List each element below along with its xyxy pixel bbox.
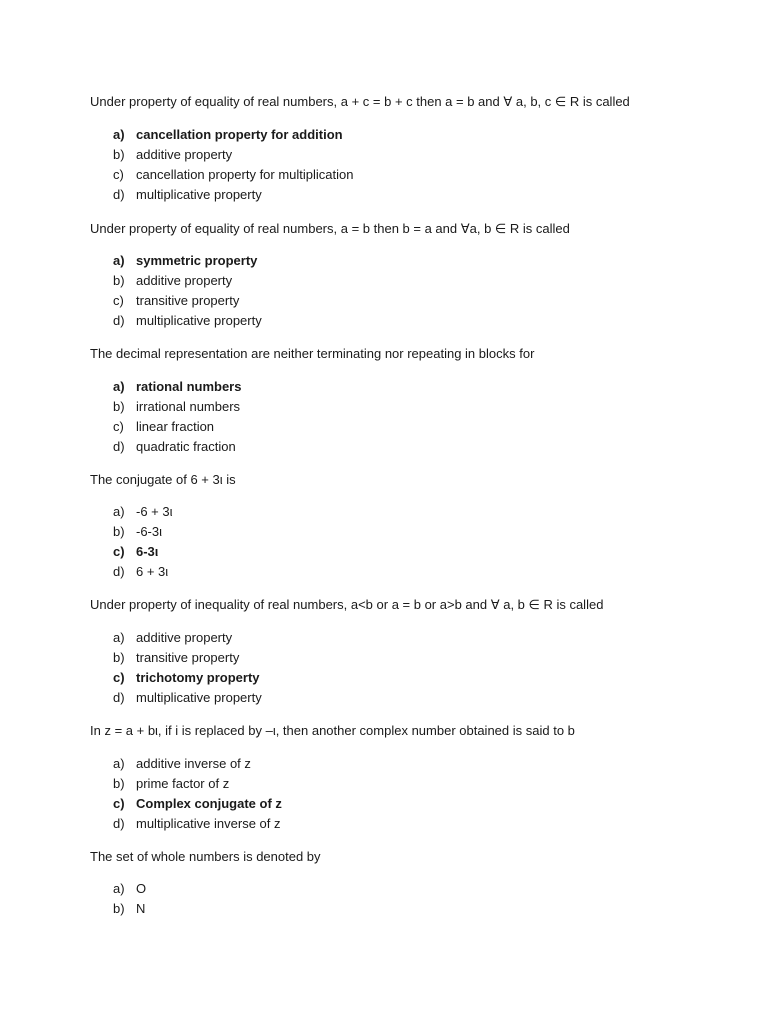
option-letter: a) [113, 253, 125, 268]
answer-option [113, 881, 146, 897]
question-text: Under property of equality of real numbers, a + c = b + c then a = b and ∀ a, b, c ∈ R is called [90, 94, 630, 109]
option-text: additive inverse of z [136, 756, 251, 771]
answer-option [113, 187, 262, 203]
option-letter: a) [113, 127, 125, 142]
option-letter: a) [113, 504, 125, 519]
option-letter: b) [113, 524, 125, 539]
question-text: The conjugate of 6 + 3ι is [90, 472, 236, 487]
answer-option [113, 399, 240, 415]
option-text: trichotomy property [136, 670, 260, 685]
answer-option [113, 670, 260, 686]
option-letter: d) [113, 439, 125, 454]
option-text: irrational numbers [136, 399, 241, 414]
answer-option [113, 504, 173, 520]
option-text: 6-3ι [136, 544, 159, 559]
option-letter: c) [113, 670, 125, 685]
question-text: Under property of inequality of real numbers, a<b or a = b or a>b and ∀ a, b ∈ R is called [90, 597, 604, 612]
option-letter: b) [113, 399, 125, 414]
option-text: symmetric property [136, 253, 258, 268]
option-text: transitive property [136, 650, 240, 665]
option-text: O [136, 881, 147, 896]
option-letter: d) [113, 187, 125, 202]
question-text: The decimal representation are neither terminating nor repeating in blocks for [90, 346, 535, 361]
option-letter: d) [113, 564, 125, 579]
answer-option [113, 650, 239, 666]
option-text: rational numbers [136, 379, 242, 394]
option-letter: c) [113, 293, 124, 308]
answer-option [113, 147, 232, 163]
answer-option [113, 901, 145, 917]
answer-option [113, 273, 232, 289]
option-text: additive property [136, 273, 233, 288]
option-letter: c) [113, 796, 125, 811]
option-letter: b) [113, 776, 125, 791]
option-letter: b) [113, 147, 125, 162]
option-text: cancellation property for addition [136, 127, 343, 142]
option-letter: a) [113, 379, 125, 394]
answer-option [113, 796, 282, 812]
answer-option [113, 419, 214, 435]
answer-option [113, 439, 236, 455]
option-text: multiplicative property [136, 187, 262, 202]
option-letter: b) [113, 901, 125, 916]
answer-option [113, 293, 239, 309]
option-letter: c) [113, 167, 124, 182]
option-letter: d) [113, 816, 125, 831]
question-text: In z = a + bι, if i is replaced by –ι, then another complex number obtained is said to b [90, 723, 575, 738]
answer-option [113, 313, 262, 329]
option-letter: a) [113, 630, 125, 645]
answer-option [113, 690, 262, 706]
option-text: 6 + 3ι [136, 564, 169, 579]
option-letter: a) [113, 756, 125, 771]
option-text: multiplicative property [136, 313, 262, 328]
answer-option [113, 544, 158, 560]
answer-option [113, 564, 168, 580]
answer-option [113, 756, 251, 772]
answer-option [113, 379, 241, 395]
option-text: N [136, 901, 146, 916]
answer-option [113, 524, 162, 540]
option-letter: d) [113, 690, 125, 705]
answer-option [113, 127, 343, 143]
option-letter: a) [113, 881, 125, 896]
option-text: multiplicative property [136, 690, 262, 705]
option-text: additive property [136, 147, 233, 162]
option-letter: d) [113, 313, 125, 328]
answer-option [113, 630, 232, 646]
option-letter: c) [113, 419, 124, 434]
option-text: linear fraction [136, 419, 215, 434]
option-letter: c) [113, 544, 125, 559]
answer-option [113, 816, 281, 832]
question-text: Under property of equality of real numbers, a = b then b = a and ∀a, b ∈ R is called [90, 221, 570, 236]
option-text: quadratic fraction [136, 439, 236, 454]
answer-option [113, 253, 257, 269]
option-letter: b) [113, 650, 125, 665]
answer-option [113, 776, 229, 792]
option-text: -6 + 3ι [136, 504, 173, 519]
option-text: multiplicative inverse of z [136, 816, 281, 831]
option-text: cancellation property for multiplication [136, 167, 354, 182]
option-text: Complex conjugate of z [136, 796, 282, 811]
answer-option [113, 167, 354, 183]
option-letter: b) [113, 273, 125, 288]
option-text: prime factor of z [136, 776, 230, 791]
option-text: transitive property [136, 293, 240, 308]
option-text: -6-3ι [136, 524, 163, 539]
option-text: additive property [136, 630, 233, 645]
question-text: The set of whole numbers is denoted by [90, 849, 321, 864]
